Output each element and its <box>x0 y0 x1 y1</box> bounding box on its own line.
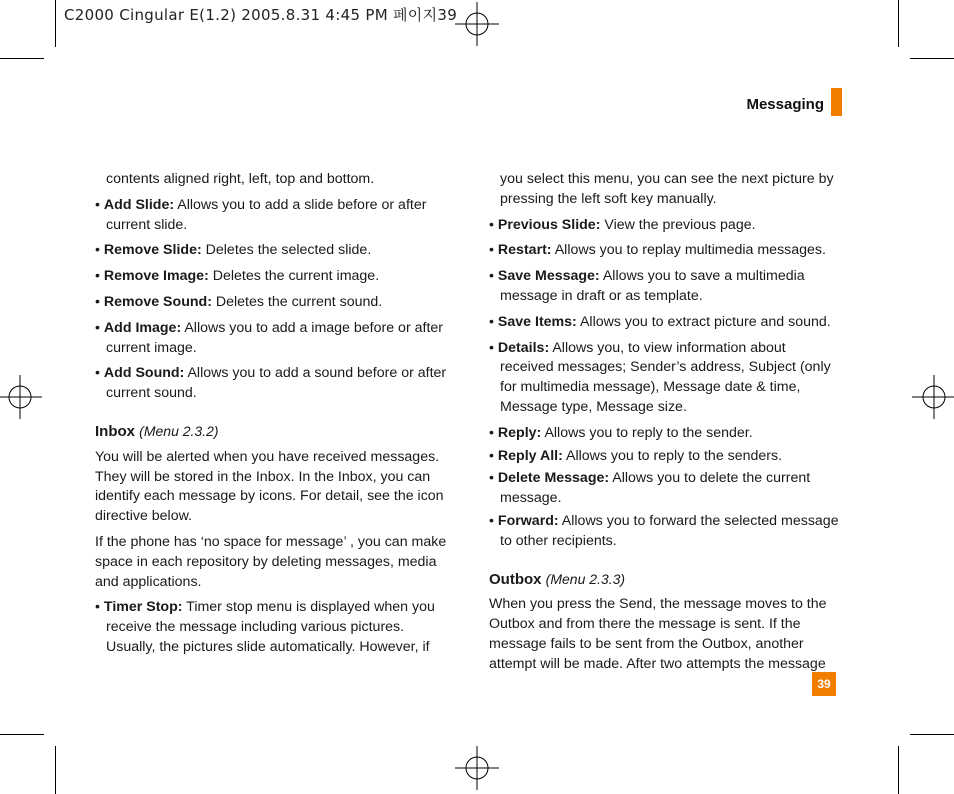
inbox-paragraph: If the phone has ‘no space for message’ , you can make space in each repository by deleting messages, media and applications. <box>95 533 447 590</box>
bullet-item: • Timer Stop: Timer stop menu is displayed when you receive the message including various pictures. Usually, the pictures slide automatically. However, if <box>95 599 435 655</box>
continuation-text: contents aligned right, left, top and bottom. <box>106 171 375 187</box>
registration-mark-icon <box>455 2 499 46</box>
registration-mark-icon <box>0 375 42 419</box>
registration-mark-icon <box>455 746 499 790</box>
inbox-heading: Inbox (Menu 2.3.2) <box>95 422 219 440</box>
inbox-paragraph: You will be alerted when you have received messages. They will be stored in the Inbox. In the Inbox, you can identify each message by icons. For detail, see the icon directive below. <box>95 448 444 525</box>
crop-mark <box>898 0 899 47</box>
bullet-item: • Add Image: Allows you to add a image before or after current image. <box>95 319 444 356</box>
bullet-item: • Remove Slide: Deletes the selected slide. <box>95 242 372 259</box>
outbox-paragraph: When you press the Send, the message moves to the Outbox and from there the message is sent. If the message fails to be sent from the Outbox, another attempt will be made. After two attempts the message <box>489 596 827 672</box>
crop-mark <box>55 0 56 47</box>
bullet-item: • Previous Slide: View the previous page. <box>489 216 756 233</box>
bullet-item: • Restart: Allows you to replay multimedia messages. <box>489 242 826 259</box>
bullet-item: • Save Items: Allows you to extract picture and sound. <box>489 313 831 330</box>
left-column <box>95 170 451 664</box>
bullet-item: • Reply: Allows you to reply to the sender. <box>489 424 753 441</box>
bullet-item: • Remove Sound: Deletes the current sound. <box>95 293 383 310</box>
registration-mark-icon <box>912 375 954 419</box>
continuation-text: you select this menu, you can see the next picture by pressing the left soft key manually. <box>500 171 834 207</box>
crop-mark <box>910 58 954 59</box>
crop-mark <box>0 58 44 59</box>
bullet-item: • Reply All: Allows you to reply to the senders. <box>489 447 783 464</box>
bullet-item: • Add Sound: Allows you to add a sound before or after current sound. <box>95 365 447 402</box>
outbox-heading: Outbox (Menu 2.3.3) <box>489 570 626 588</box>
bullet-item: • Save Message: Allows you to save a multimedia message in draft or as template. <box>489 268 805 304</box>
bullet-item: • Forward: Allows you to forward the selected message to other recipients. <box>489 512 839 549</box>
section-accent-bar <box>831 88 842 116</box>
crop-mark <box>55 746 56 794</box>
bullet-item: • Details: Allows you, to view information about received messages; Sender’s address, Subject (only for multimedia message), Message date & time, Message type, Message size. <box>489 339 831 415</box>
page-number-badge: 39 <box>812 672 836 696</box>
bullet-item: • Delete Message: Allows you to delete the current message. <box>489 470 811 507</box>
section-label: Messaging <box>746 96 824 113</box>
crop-mark <box>910 734 954 735</box>
crop-mark <box>898 746 899 794</box>
right-column <box>489 170 841 681</box>
print-header: C2000 Cingular E(1.2) 2005.8.31 4:45 PM 페이지39 <box>64 6 458 24</box>
bullet-item: • Remove Image: Deletes the current image. <box>95 268 380 285</box>
crop-mark <box>0 734 44 735</box>
bullet-item: • Add Slide: Allows you to add a slide before or after current slide. <box>95 196 427 233</box>
